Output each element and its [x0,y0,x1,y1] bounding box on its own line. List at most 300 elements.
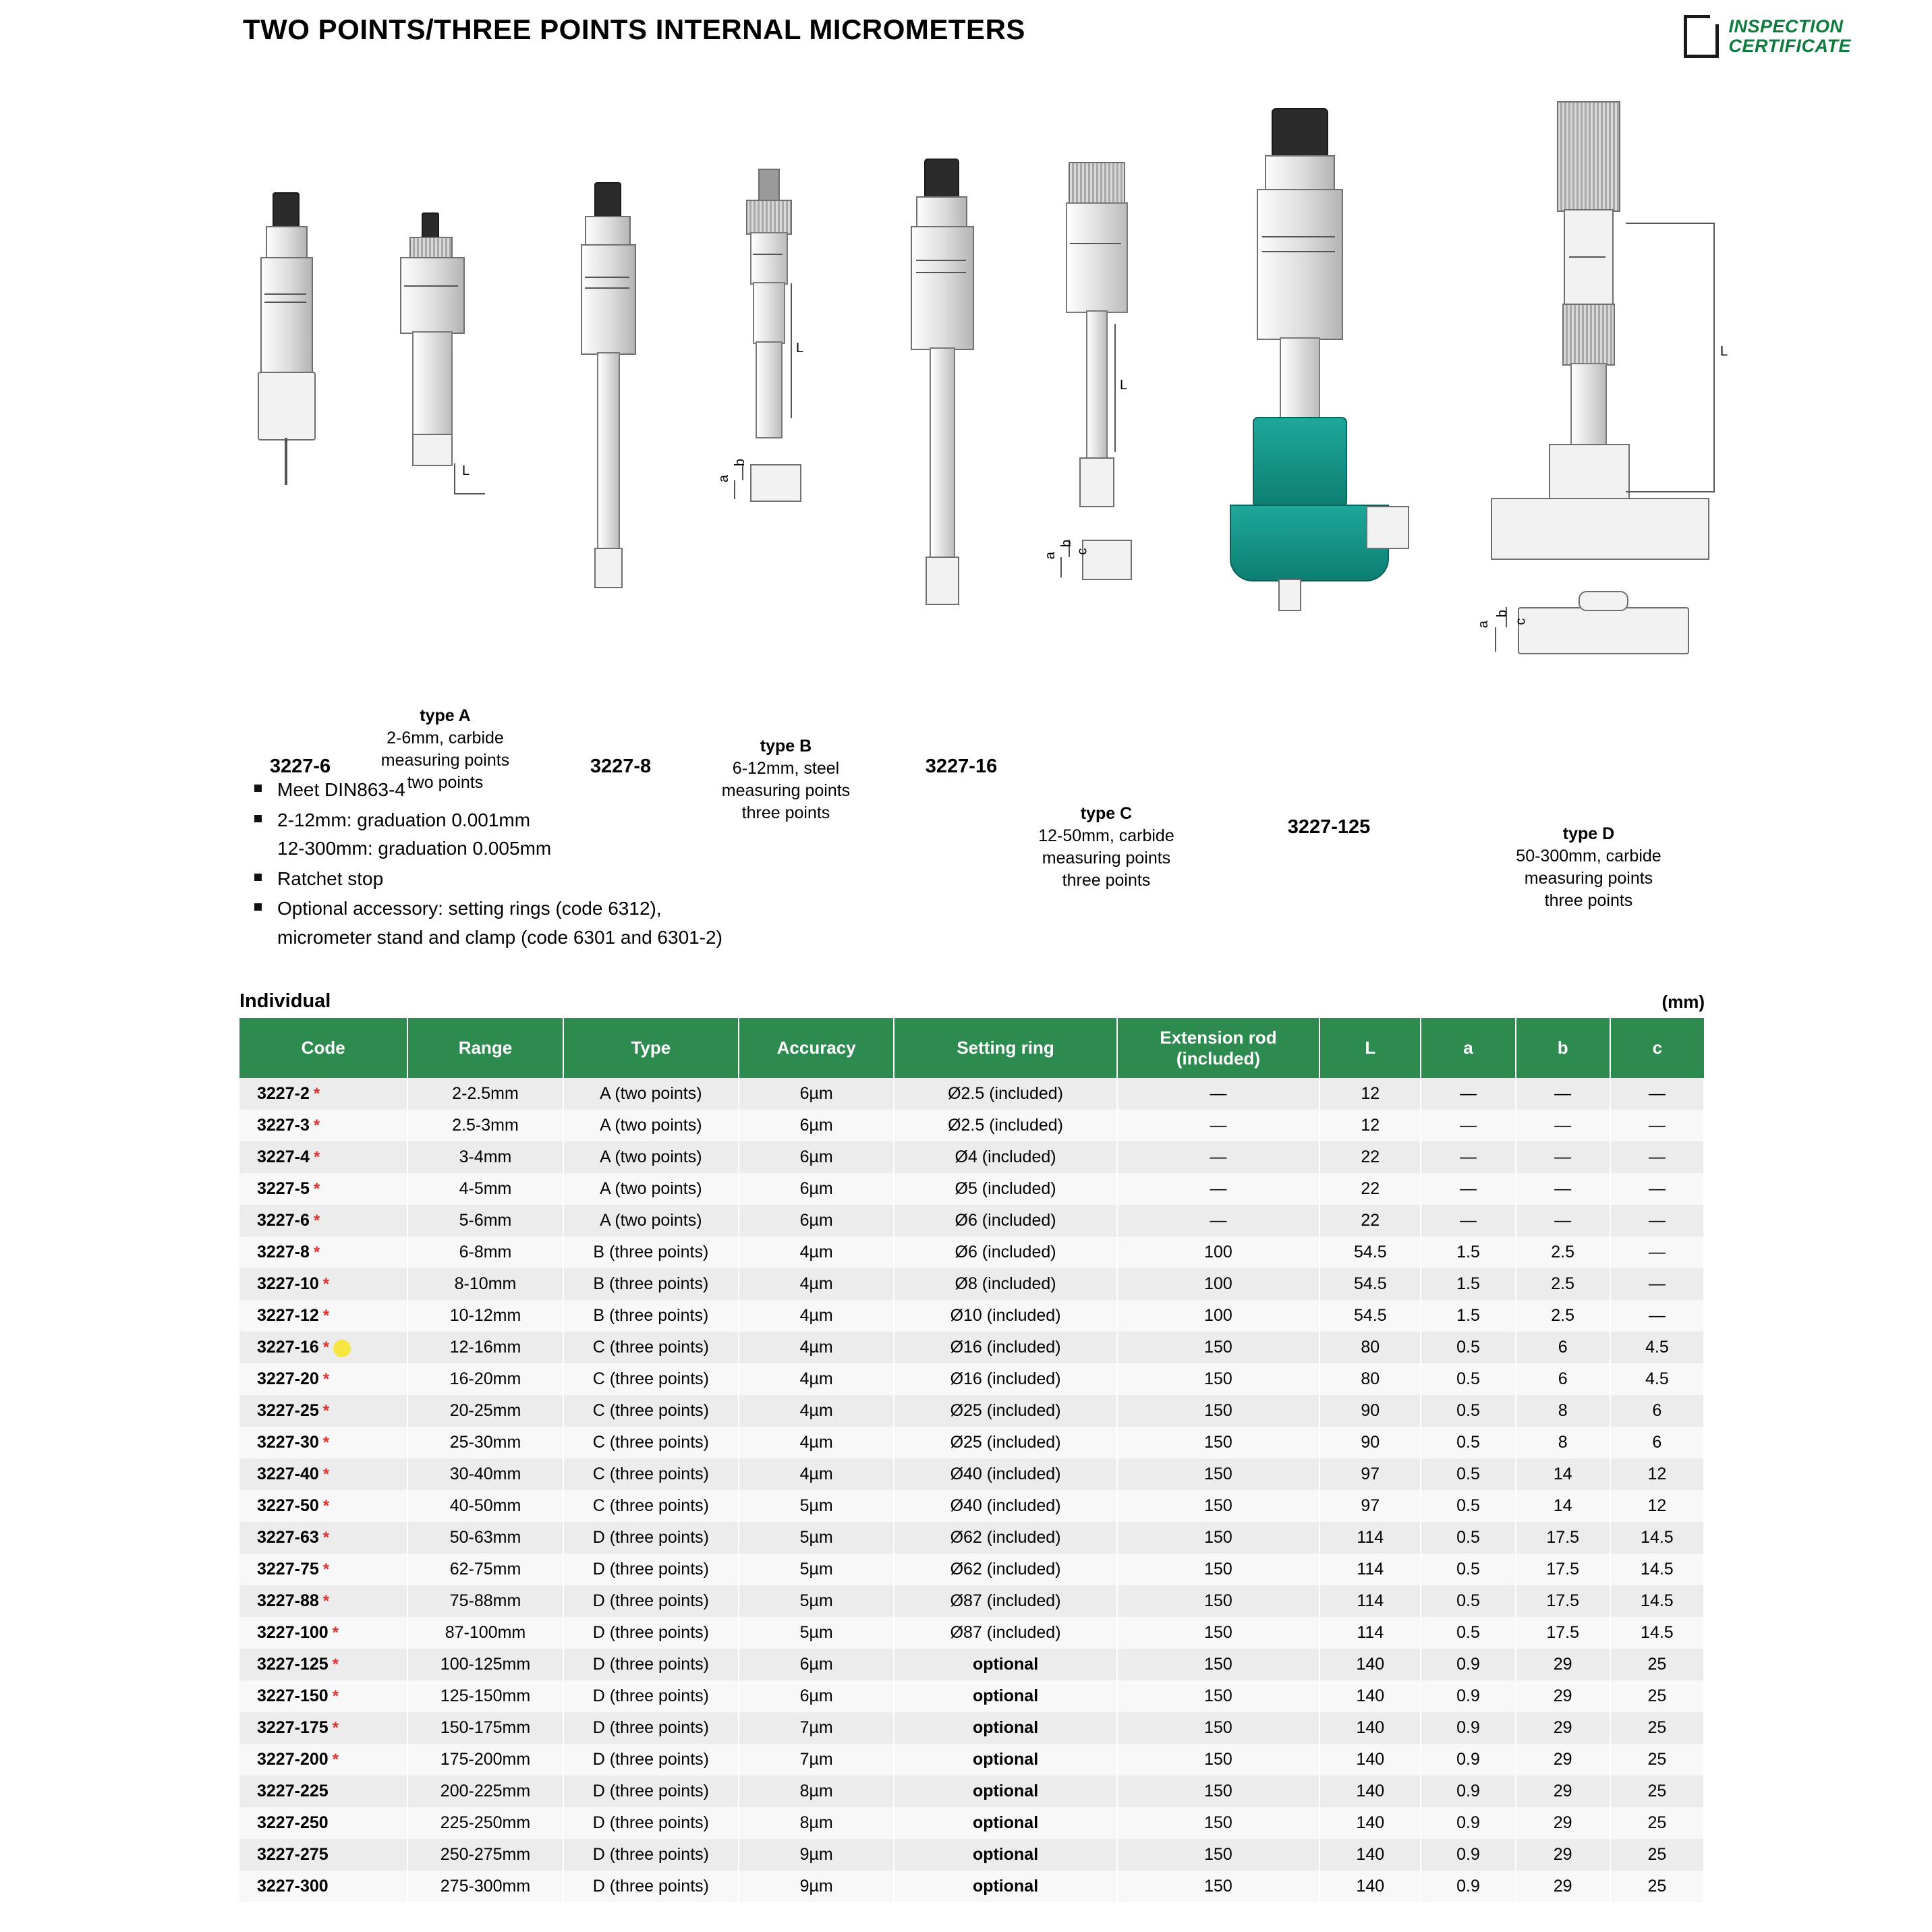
cell-a: 0.5 [1421,1585,1515,1617]
cell-setting-ring: Ø6 (included) [894,1205,1116,1237]
cell-range: 125-150mm [407,1680,563,1712]
feature-item-1 [253,776,722,805]
figure-code-3227-8: 3227-8 [590,756,652,777]
caption-type-d [1481,823,1697,912]
figure-code-3227-125: 3227-125 [1287,816,1371,838]
cell-accuracy: 6µm [739,1078,894,1110]
cell-type: C (three points) [563,1427,739,1458]
cell-c: — [1610,1268,1704,1300]
dim-label-b-typeC: b [1059,539,1075,548]
cell-a: 0.5 [1421,1363,1515,1395]
table-row[interactable] [239,1744,1704,1775]
cell-setting-ring: Ø87 (included) [894,1617,1116,1649]
table-row[interactable] [239,1585,1704,1617]
cell-type: D (three points) [563,1839,739,1871]
cell-accuracy: 6µm [739,1205,894,1237]
cell-L: 140 [1319,1871,1421,1902]
table-row[interactable] [239,1427,1704,1458]
cell-range: 30-40mm [407,1458,563,1490]
cell-code: 3227-63 * [239,1522,407,1554]
cell-setting-ring: Ø16 (included) [894,1363,1116,1395]
cell-setting-ring: Ø6 (included) [894,1237,1116,1268]
cell-type: A (two points) [563,1205,739,1237]
cell-c: 14.5 [1610,1522,1704,1554]
cell-b: 29 [1516,1649,1610,1680]
table-row[interactable] [239,1522,1704,1554]
star-marker: * [322,1560,330,1579]
cell-a: — [1421,1110,1515,1141]
cell-setting-ring: Ø5 (included) [894,1173,1116,1205]
cell-a: 1.5 [1421,1237,1515,1268]
cell-a: 0.9 [1421,1775,1515,1807]
dim-label-b-typeB: b [733,458,748,467]
cell-range: 175-200mm [407,1744,563,1775]
figure-code-3227-6: 3227-6 [269,756,331,777]
cell-b: 2.5 [1516,1237,1610,1268]
cell-accuracy: 5µm [739,1522,894,1554]
cell-setting-ring: optional [894,1839,1116,1871]
star-marker: * [322,1497,330,1516]
table-row[interactable] [239,1363,1704,1395]
cell-accuracy: 4µm [739,1427,894,1458]
cell-b: 17.5 [1516,1554,1610,1585]
cell-accuracy: 9µm [739,1839,894,1871]
cell-accuracy: 6µm [739,1680,894,1712]
cell-accuracy: 6µm [739,1141,894,1173]
cell-type: D (three points) [563,1744,739,1775]
cell-range: 12-16mm [407,1332,563,1363]
star-marker: * [313,1148,320,1167]
star-marker: * [322,1275,330,1294]
figure-code-3227-16: 3227-16 [925,756,998,777]
cell-b: 8 [1516,1427,1610,1458]
cell-code: 3227-100 * [239,1617,407,1649]
table-row[interactable] [239,1712,1704,1744]
cell-L: 80 [1319,1363,1421,1395]
cell-b: — [1516,1110,1610,1141]
cell-a: 0.5 [1421,1395,1515,1427]
cell-type: D (three points) [563,1522,739,1554]
table-row[interactable] [239,1680,1704,1712]
col-range: Range [407,1018,563,1078]
cell-range: 5-6mm [407,1205,563,1237]
table-body [239,1078,1704,1902]
cell-L: 90 [1319,1395,1421,1427]
dim-label-L-typeC: L [1120,378,1128,393]
cell-setting-ring: Ø16 (included) [894,1332,1116,1363]
cell-a: — [1421,1205,1515,1237]
certificate-bracket-icon [1684,15,1719,58]
cell-type: C (three points) [563,1332,739,1363]
table-row[interactable] [239,1141,1704,1173]
cell-setting-ring: optional [894,1807,1116,1839]
table-unit-label: (mm) [1661,992,1705,1012]
cell-c: 25 [1610,1839,1704,1871]
cell-type: C (three points) [563,1458,739,1490]
star-marker: * [332,1687,339,1706]
cell-accuracy: 7µm [739,1712,894,1744]
star-marker: * [322,1338,330,1357]
table-row[interactable] [239,1871,1704,1902]
cell-extension-rod: — [1117,1205,1319,1237]
caption-line-d-1: 50-300mm, carbide [1516,847,1661,865]
cell-range: 225-250mm [407,1807,563,1839]
cell-accuracy: 6µm [739,1110,894,1141]
cell-range: 20-25mm [407,1395,563,1427]
cell-b: 29 [1516,1712,1610,1744]
table-row[interactable] [239,1205,1704,1237]
cell-range: 200-225mm [407,1775,563,1807]
cell-code: 3227-30 * [239,1427,407,1458]
cell-code: 3227-200 * [239,1744,407,1775]
cell-a: 0.5 [1421,1332,1515,1363]
cell-c: 25 [1610,1712,1704,1744]
feature-item-2 [253,806,722,863]
table-row[interactable] [239,1078,1704,1110]
cell-a: 0.9 [1421,1839,1515,1871]
table-row[interactable] [239,1300,1704,1332]
cell-setting-ring: Ø8 (included) [894,1268,1116,1300]
cell-extension-rod: — [1117,1141,1319,1173]
cell-c: 12 [1610,1458,1704,1490]
cell-extension-rod: 150 [1117,1395,1319,1427]
cell-range: 2-2.5mm [407,1078,563,1110]
cell-accuracy: 4µm [739,1395,894,1427]
star-marker: * [313,1212,320,1230]
cell-type: A (two points) [563,1173,739,1205]
caption-title-type-b: type B [760,737,812,756]
cell-extension-rod: 150 [1117,1712,1319,1744]
cell-b: 8 [1516,1395,1610,1427]
cell-L: 97 [1319,1490,1421,1522]
cell-setting-ring: optional [894,1744,1116,1775]
cell-c: 25 [1610,1680,1704,1712]
col-type: Type [563,1018,739,1078]
caption-line-c-1: 12-50mm, carbide [1038,826,1174,845]
cell-type: D (three points) [563,1617,739,1649]
col-a: a [1421,1018,1515,1078]
cell-code: 3227-150 * [239,1680,407,1712]
star-marker: * [332,1751,339,1769]
cell-extension-rod: 150 [1117,1332,1319,1363]
table-row[interactable] [239,1395,1704,1427]
cell-code: 3227-88 * [239,1585,407,1617]
cell-extension-rod: 150 [1117,1490,1319,1522]
table-row[interactable] [239,1807,1704,1839]
cell-setting-ring: Ø40 (included) [894,1490,1116,1522]
feature-text-4: Optional accessory: setting rings (code 6312), [277,898,662,919]
cell-code: 3227-10 * [239,1268,407,1300]
cell-extension-rod: 150 [1117,1775,1319,1807]
cell-range: 8-10mm [407,1268,563,1300]
table-row[interactable] [239,1237,1704,1268]
specifications-table [239,1018,1705,1902]
feature-text-1: Meet DIN863-4 [277,779,405,800]
cell-accuracy: 5µm [739,1585,894,1617]
col-c: c [1610,1018,1704,1078]
cell-type: C (three points) [563,1363,739,1395]
cell-b: 2.5 [1516,1300,1610,1332]
cell-range: 25-30mm [407,1427,563,1458]
cell-code: 3227-225 [239,1775,407,1807]
certificate-line-2: CERTIFICATE [1728,36,1851,56]
cell-type: C (three points) [563,1490,739,1522]
cell-code: 3227-8 * [239,1237,407,1268]
cell-extension-rod: — [1117,1078,1319,1110]
table-row[interactable] [239,1173,1704,1205]
table-section-label: Individual [239,990,331,1012]
cell-accuracy: 4µm [739,1237,894,1268]
cell-L: 54.5 [1319,1300,1421,1332]
cell-a: 0.5 [1421,1522,1515,1554]
cell-c: — [1610,1237,1704,1268]
table-row[interactable] [239,1617,1704,1649]
caption-line-a-1: 2-6mm, carbide [387,729,504,747]
cell-type: D (three points) [563,1871,739,1902]
cell-extension-rod: — [1117,1173,1319,1205]
cell-b: 29 [1516,1680,1610,1712]
cell-type: C (three points) [563,1395,739,1427]
cell-extension-rod: — [1117,1110,1319,1141]
cell-type: D (three points) [563,1680,739,1712]
caption-line-a-2: measuring points [380,751,510,770]
cell-code: 3227-125 * [239,1649,407,1680]
cell-extension-rod: 150 [1117,1649,1319,1680]
star-marker: * [322,1465,330,1484]
cell-code: 3227-16 * [239,1332,407,1363]
cell-b: 29 [1516,1744,1610,1775]
cell-code: 3227-275 [239,1839,407,1871]
caption-title-type-a: type A [420,706,471,725]
cell-range: 16-20mm [407,1363,563,1395]
cell-b: 29 [1516,1839,1610,1871]
table-row[interactable] [239,1649,1704,1680]
cell-L: 140 [1319,1807,1421,1839]
star-marker: * [332,1655,339,1674]
caption-title-type-c: type C [1080,804,1133,823]
cell-b: 6 [1516,1332,1610,1363]
cell-b: — [1516,1205,1610,1237]
cell-type: D (three points) [563,1585,739,1617]
table-row[interactable] [239,1458,1704,1490]
cell-c: — [1610,1141,1704,1173]
cell-b: — [1516,1173,1610,1205]
caption-title-type-d: type D [1562,824,1615,843]
cell-accuracy: 8µm [739,1775,894,1807]
inspection-certificate-badge [1684,15,1851,58]
cell-extension-rod: 150 [1117,1617,1319,1649]
feature-text-2: 2-12mm: graduation 0.001mm [277,809,531,830]
cell-a: 0.5 [1421,1490,1515,1522]
cell-a: — [1421,1173,1515,1205]
cell-type: D (three points) [563,1649,739,1680]
table-row[interactable] [239,1490,1704,1522]
cell-code: 3227-20 * [239,1363,407,1395]
cell-b: 29 [1516,1871,1610,1902]
caption-line-b-3: three points [741,803,830,822]
cell-L: 140 [1319,1649,1421,1680]
cell-extension-rod: 150 [1117,1871,1319,1902]
highlight-dot [333,1340,351,1357]
caption-line-d-3: three points [1544,891,1633,910]
dim-label-L-typeB: L [796,341,804,356]
caption-line-b-2: measuring points [721,781,851,800]
cell-type: A (two points) [563,1141,739,1173]
cell-L: 12 [1319,1110,1421,1141]
cell-code: 3227-175 * [239,1712,407,1744]
cell-accuracy: 4µm [739,1300,894,1332]
feature-subtext-4: micrometer stand and clamp (code 6301 and 6301-2) [277,926,722,948]
star-marker: * [322,1592,330,1611]
cell-c: — [1610,1110,1704,1141]
cell-type: B (three points) [563,1268,739,1300]
cell-c: — [1610,1078,1704,1110]
cell-code: 3227-40 * [239,1458,407,1490]
cell-c: — [1610,1300,1704,1332]
feature-list [253,776,722,953]
table-row[interactable] [239,1268,1704,1300]
star-marker: * [313,1243,320,1262]
cell-accuracy: 4µm [739,1458,894,1490]
cell-setting-ring: Ø4 (included) [894,1141,1116,1173]
table-row[interactable] [239,1554,1704,1585]
cell-code: 3227-50 * [239,1490,407,1522]
star-marker: * [322,1402,330,1421]
cell-code: 3227-250 [239,1807,407,1839]
cell-range: 3-4mm [407,1141,563,1173]
cell-extension-rod: 100 [1117,1237,1319,1268]
cell-setting-ring: optional [894,1712,1116,1744]
cell-a: 0.9 [1421,1871,1515,1902]
cell-accuracy: 6µm [739,1649,894,1680]
cell-c: 25 [1610,1775,1704,1807]
cell-extension-rod: 150 [1117,1585,1319,1617]
dim-label-a-typeB: a [716,474,732,483]
cell-c: 6 [1610,1427,1704,1458]
cell-accuracy: 6µm [739,1173,894,1205]
star-marker: * [322,1307,330,1326]
cell-c: — [1610,1205,1704,1237]
feature-item-4 [253,894,722,952]
col-code: Code [239,1018,407,1078]
cell-L: 114 [1319,1554,1421,1585]
cell-b: — [1516,1078,1610,1110]
cell-L: 140 [1319,1775,1421,1807]
cell-a: — [1421,1141,1515,1173]
cell-extension-rod: 100 [1117,1300,1319,1332]
cell-extension-rod: 150 [1117,1807,1319,1839]
cell-b: 14 [1516,1490,1610,1522]
caption-line-d-2: measuring points [1524,869,1653,888]
cell-range: 50-63mm [407,1522,563,1554]
cell-L: 22 [1319,1173,1421,1205]
cell-L: 140 [1319,1712,1421,1744]
cell-accuracy: 7µm [739,1744,894,1775]
cell-type: D (three points) [563,1712,739,1744]
cell-c: 25 [1610,1744,1704,1775]
cell-a: 1.5 [1421,1268,1515,1300]
cell-a: 0.5 [1421,1458,1515,1490]
cell-range: 75-88mm [407,1585,563,1617]
cell-type: A (two points) [563,1078,739,1110]
cell-setting-ring: Ø2.5 (included) [894,1110,1116,1141]
dim-label-L-typeD: L [1720,344,1728,359]
cell-L: 140 [1319,1680,1421,1712]
col-extension-rod: Extension rod (included) [1117,1018,1319,1078]
cell-c: — [1610,1173,1704,1205]
dim-label-c-typeD: c [1513,618,1529,625]
cell-b: 14 [1516,1458,1610,1490]
cell-L: 114 [1319,1617,1421,1649]
table-row[interactable] [239,1775,1704,1807]
cell-setting-ring: Ø40 (included) [894,1458,1116,1490]
cell-b: 17.5 [1516,1617,1610,1649]
cell-accuracy: 4µm [739,1268,894,1300]
cell-accuracy: 4µm [739,1332,894,1363]
col-b: b [1516,1018,1610,1078]
table-row[interactable] [239,1839,1704,1871]
star-marker: * [313,1180,320,1199]
cell-code: 3227-6 * [239,1205,407,1237]
cell-a: 0.5 [1421,1554,1515,1585]
cell-L: 97 [1319,1458,1421,1490]
star-marker: * [322,1433,330,1452]
cell-setting-ring: optional [894,1871,1116,1902]
cell-code: 3227-3 * [239,1110,407,1141]
cell-setting-ring: Ø10 (included) [894,1300,1116,1332]
cell-code: 3227-4 * [239,1141,407,1173]
cell-c: 12 [1610,1490,1704,1522]
cell-c: 14.5 [1610,1585,1704,1617]
cell-code: 3227-2 * [239,1078,407,1110]
caption-line-c-2: measuring points [1042,849,1171,868]
cell-a: 0.9 [1421,1649,1515,1680]
cell-type: D (three points) [563,1554,739,1585]
cell-accuracy: 9µm [739,1871,894,1902]
cell-L: 114 [1319,1522,1421,1554]
col-setting-ring: Setting ring [894,1018,1116,1078]
cell-extension-rod: 100 [1117,1268,1319,1300]
cell-range: 6-8mm [407,1237,563,1268]
specifications-table-wrap [239,990,1705,1902]
cell-a: 0.9 [1421,1744,1515,1775]
cell-c: 4.5 [1610,1363,1704,1395]
page-title: TWO POINTS/THREE POINTS INTERNAL MICROMETERS [243,13,1025,45]
cell-setting-ring: Ø25 (included) [894,1427,1116,1458]
cell-range: 4-5mm [407,1173,563,1205]
star-marker: * [322,1370,330,1389]
cell-b: — [1516,1141,1610,1173]
cell-setting-ring: Ø2.5 (included) [894,1078,1116,1110]
cell-accuracy: 5µm [739,1490,894,1522]
table-row[interactable] [239,1110,1704,1141]
cell-accuracy: 5µm [739,1554,894,1585]
cell-range: 87-100mm [407,1617,563,1649]
dim-label-a-typeD: a [1476,620,1491,629]
feature-subtext-2: 12-300mm: graduation 0.005mm [277,838,552,859]
table-row[interactable] [239,1332,1704,1363]
feature-item-3 [253,865,722,894]
cell-L: 80 [1319,1332,1421,1363]
cell-type: D (three points) [563,1775,739,1807]
cell-range: 250-275mm [407,1839,563,1871]
dim-label-c-typeC: c [1075,548,1090,555]
cell-c: 25 [1610,1807,1704,1839]
cell-c: 14.5 [1610,1554,1704,1585]
cell-a: 0.9 [1421,1807,1515,1839]
cell-a: 0.5 [1421,1427,1515,1458]
cell-c: 14.5 [1610,1617,1704,1649]
